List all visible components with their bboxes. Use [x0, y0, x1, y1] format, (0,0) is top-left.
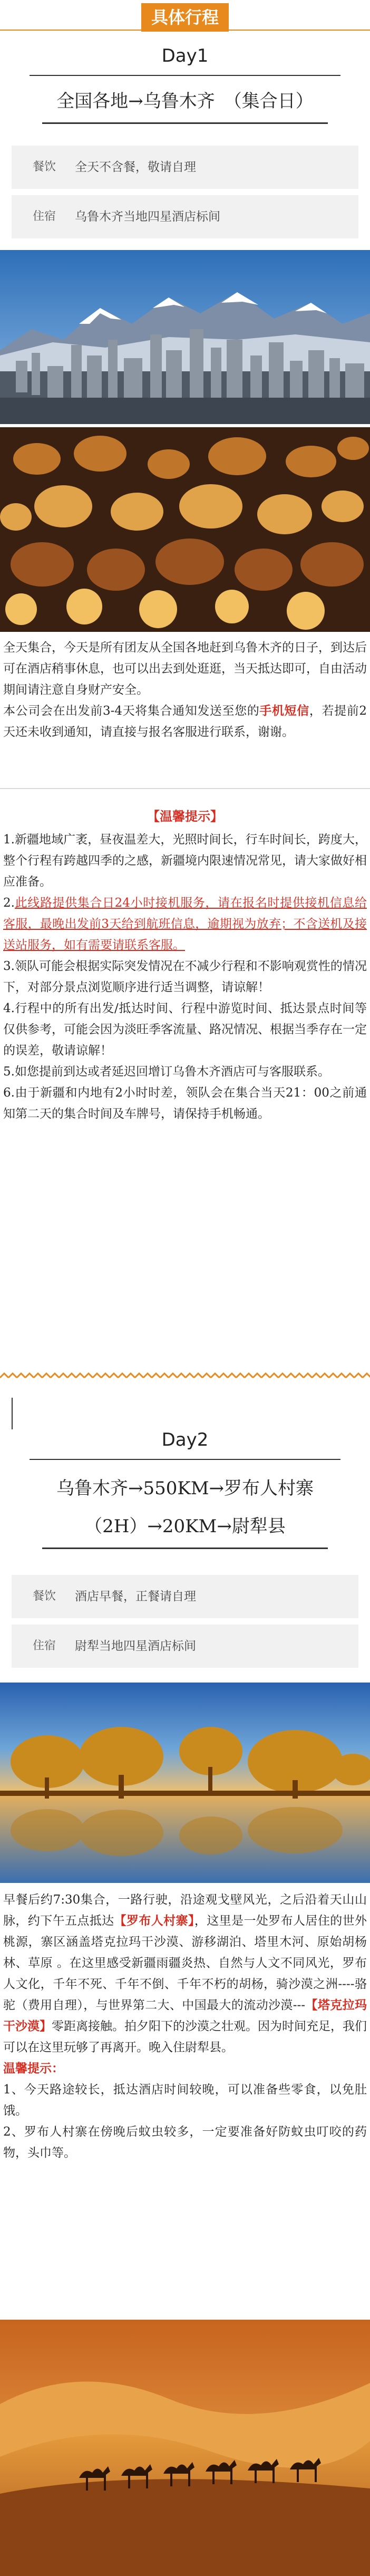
tip-item: [3, 892, 367, 956]
day2-tips-title: 温馨提示：: [3, 2061, 64, 2075]
meal-label: 餐饮: [33, 160, 56, 174]
day1-para2: [3, 700, 367, 743]
tip-item: 2、罗布人村寨在傍晚后蚊虫较多，一定要准备好防蚊虫叮咬的药物，头巾等。: [3, 2125, 367, 2160]
tip-item: 3.领队可能会根据实际突发情况在不减少行程和不影响观赏性的情况下，对部分景点浏览顺序进行适当调整，请谅解！: [3, 959, 367, 994]
day1-tips-title: 【温馨提示】: [147, 809, 223, 824]
day1-city-photo: [0, 250, 370, 424]
day1-divider: [30, 75, 340, 76]
day1-para1: 全天集合，今天是所有团友从全国各地赶到乌鲁木齐的日子，到达后可在酒店稍事休息，也可以出去到处逛逛，当天抵达即可，自由活动期间请注意自身财产安全。: [3, 641, 367, 697]
day1-meal-box: [12, 146, 358, 189]
stay-label: 住宿: [33, 1639, 56, 1652]
para-text: 零距离接触。拍夕阳下的沙漠之壮观。因为时间充足，我们可以在这里玩够了再离开。晚入住尉犁县。: [3, 2020, 367, 2054]
sms-highlight: 手机短信: [259, 704, 309, 718]
day1-tips: [3, 829, 367, 1124]
day1-description: [3, 637, 367, 743]
stay-value: 尉犁当地四星酒店标间: [75, 1639, 196, 1653]
day2-stay-box: [12, 1625, 358, 1668]
day1-route-underline: [42, 122, 328, 124]
day2-title: Day2: [161, 1429, 209, 1450]
meal-label: 餐饮: [33, 1590, 56, 1603]
tip-item: 4.行程中的所有出发/抵达时间、行程中游览时间、抵达景点时间等仅供参考，可能会因为淡旺季客流量、路况情况、根据当季存在一定的误差，敬请谅解！: [3, 1002, 367, 1058]
day2-para1: [3, 1889, 367, 2058]
day1-bazaar-photo: [0, 427, 370, 632]
day1-route: 全国各地→乌鲁木齐 （集合日）: [56, 91, 314, 112]
day2-route-underline: [42, 1547, 328, 1549]
luobu-village-highlight: 【罗布人村寨】: [114, 1914, 194, 1928]
para-text: 早餐后约7:30集合，一路行驶，沿途观戈壁风光，之后沿着天山山脉，约下午五点抵达: [3, 1893, 367, 1928]
day1-stay-box: [12, 195, 358, 238]
taklamakan-highlight: 【塔克拉玛干沙漠】: [3, 1998, 367, 2033]
day1-title: Day1: [161, 45, 209, 66]
day1-separator: [0, 788, 370, 789]
stay-label: 住宿: [33, 210, 56, 223]
para2-text: 本公司会在出发前3-4天将集合通知发送至您的: [3, 704, 260, 718]
day2-divider: [30, 1459, 340, 1460]
tip-item: 1.新疆地域广袤，昼夜温差大，光照时间长，行车时间长，跨度大，整个行程有跨越四季的之感，新疆境内限速情况常见，请大家做好相应准备。: [3, 833, 367, 889]
para2-text-end: ，若提前2天还未收到通知，请直接与报名客服进行联系，谢谢。: [3, 704, 367, 739]
day2-desert-photo: [0, 2320, 370, 2576]
meal-value: 全天不含餐，敬请自理: [75, 160, 196, 174]
day2-route-line1: 乌鲁木齐→550KM→罗布人村寨: [56, 1478, 314, 1499]
tip-number: 2.: [3, 896, 15, 910]
section-badge: 具体行程: [141, 3, 229, 32]
day2-side-line: [12, 1398, 13, 1429]
para-text: ，这里是一处罗布人居住的世外桃源，寨区涵盖塔克拉玛干沙漠、游移湖泊、塔里木河、原始胡杨林、草原 。在这里感受新疆雨疆炎热、自然与人文不同风光，罗布人文化，千年不死、千年不倒、千年不朽的胡杨，骑沙漠之洲----骆驼（费用自理），与世界第二大、中国最大的流动沙漠---: [3, 1914, 367, 2012]
tip-item: 6.由于新疆和内地有2小时时差，领队会在集合当天21：00之前通知第二天的集合时间及车牌号，请保持手机畅通。: [3, 1086, 367, 1121]
tip-item: 1、今天路途较长，抵达酒店时间较晚，可以准备些零食，以免肚饿。: [3, 2083, 367, 2118]
stay-value: 乌鲁木齐当地四星酒店标间: [75, 210, 220, 224]
day2-meal-box: [12, 1575, 358, 1618]
day2-lake-photo: [0, 1683, 370, 1883]
zigzag-divider: [0, 1371, 370, 1380]
day2-route-line2: （2H）→20KM→尉犁县: [84, 1516, 286, 1537]
meal-value: 酒店早餐，正餐请自理: [75, 1590, 196, 1603]
tip-item: 5.如您提前到达或者延迟回增订乌鲁木齐酒店可与客服联系。: [3, 1065, 330, 1079]
badge-divider: [0, 30, 370, 31]
pickup-service-notice: 此线路提供集合日24小时接机服务，请在报名时提供接机信息给客服，最晚出发前3天给到航班信息，逾期视为放弃；不含送机及接送站服务，如有需要请联系客服。: [3, 896, 367, 952]
day2-description: [3, 1889, 367, 2164]
